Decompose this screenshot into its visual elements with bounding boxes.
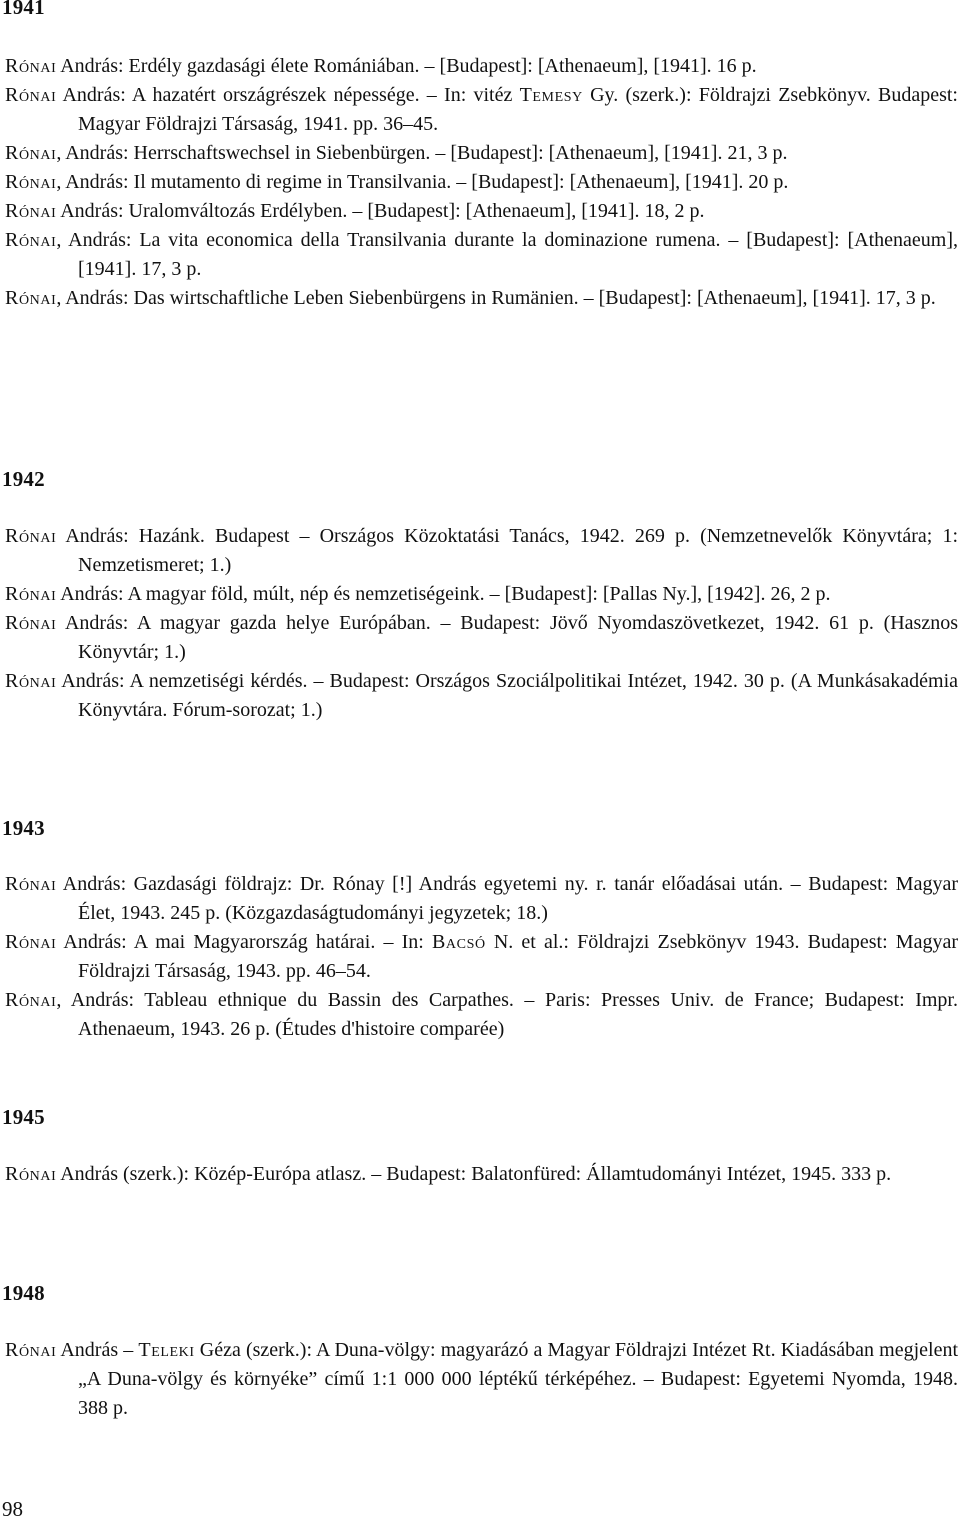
entry-editor: Bacsó [431,931,486,953]
entry-text: András – [56,1339,139,1361]
entry-author: Rónai [5,873,57,895]
entry-author: Rónai [5,229,57,251]
entry-text: , András: Herrschaftswechsel in Siebenbürgen. – [Budapest]: [Athenaeum], [1941]. 21, 3 p. [56,142,788,164]
entry-text: , András: Il mutamento di regime in Transilvania. – [Budapest]: [Athenaeum], [1941]. 20 p. [56,171,789,193]
entry-text: András: Uralomváltozás Erdélyben. – [Budapest]: [Athenaeum], [1941]. 18, 2 p. [56,200,705,222]
bibliography-entry [5,609,958,667]
bibliography-section-1948 [5,1336,958,1423]
year-heading: 1945 [2,1105,45,1129]
entry-text: András: Hazánk. Budapest – Országos Közoktatási Tanács, 1942. 269 p. (Nemzetnevelők Könyvtára; 1: Nemzetismeret; 1.) [56,525,958,576]
page-number: 98 [2,1497,23,1521]
bibliography-section-1943 [5,870,958,1044]
bibliography-entry [5,580,958,609]
entry-text: , András: Das wirtschaftliche Leben Siebenbürgens in Rumänien. – [Budapest]: [Athenaeum], [1941]. 17, 3 p. [56,287,936,309]
bibliography-entry [5,168,958,197]
year-heading: 1941 [2,0,45,19]
entry-author: Rónai [5,612,57,634]
year-heading: 1948 [2,1281,45,1305]
entry-text: András: Gazdasági földrajz: Dr. Rónay [!] András egyetemi ny. r. tanár előadásai után. – Budapest: Magyar Élet, 1943. 245 p. (Közgazdaságtudományi jegyzetek; 18.) [56,873,958,924]
entry-author: Rónai [5,583,57,605]
entry-text: András: A magyar gazda helye Európában. – Budapest: Jövő Nyomdaszövetkezet, 1942. 61 p. (Hasznos Könyvtár; 1.) [56,612,958,663]
entry-author: Rónai [5,84,57,106]
entry-text-continued: Géza (szerk.): A Duna-völgy: magyarázó a Magyar Földrajzi Intézet Rt. Kiadásában megjelent „A Duna-völgy és környéke” című 1:1 000 000 léptékű térképéhez. – Budapest: Egyetemi Nyomda, 1948. 388 p. [78,1339,958,1419]
bibliography-entry [5,1336,958,1423]
entry-text: , András: La vita economica della Transilvania durante la dominazione rumena. – [Budapest]: [Athenaeum], [1941]. 17, 3 p. [56,229,958,280]
entry-author: Rónai [5,670,57,692]
bibliography-entry [5,81,958,139]
entry-editor: Teleki [138,1339,195,1361]
entry-text: András (szerk.): Közép-Európa atlasz. – Budapest: Balatonfüred: Államtudományi Intézet, 1945. 333 p. [56,1163,892,1185]
bibliography-entry [5,667,958,725]
bibliography-entry [5,197,958,226]
entry-author: Rónai [5,200,57,222]
entry-author: Rónai [5,287,57,309]
bibliography-entry [5,986,958,1044]
bibliography-entry [5,522,958,580]
entry-text: András: A magyar föld, múlt, nép és nemzetiségeink. – [Budapest]: [Pallas Ny.], [1942]. 26, 2 p. [56,583,831,605]
entry-author: Rónai [5,55,57,77]
bibliography-entry [5,928,958,986]
year-heading: 1942 [2,467,45,491]
bibliography-section-1941 [5,52,958,313]
bibliography-entry [5,1160,958,1189]
bibliography-entry [5,226,958,284]
entry-author: Rónai [5,989,57,1011]
bibliography-entry [5,52,958,81]
entry-author: Rónai [5,1339,57,1361]
entry-text: András: A hazatért országrészek népessége. – In: vitéz [56,84,520,106]
bibliography-entry [5,139,958,168]
year-heading: 1943 [2,816,45,840]
entry-text: András: Erdély gazdasági élete Romániában. – [Budapest]: [Athenaeum], [1941]. 16 p. [56,55,757,77]
bibliography-section-1942 [5,522,958,725]
entry-author: Rónai [5,1163,57,1185]
entry-text: András: A mai Magyarország határai. – In: [56,931,432,953]
bibliography-section-1945 [5,1160,958,1189]
entry-author: Rónai [5,931,57,953]
entry-author: Rónai [5,171,57,193]
entry-editor: Temesy [519,84,583,106]
entry-text: András: A nemzetiségi kérdés. – Budapest: Országos Szociálpolitikai Intézet, 1942. 30 p. (A Munkásakadémia Könyvtára. Fórum-sorozat; 1.) [56,670,958,721]
entry-author: Rónai [5,525,57,547]
entry-author: Rónai [5,142,57,164]
bibliography-entry [5,870,958,928]
bibliography-entry [5,284,958,313]
entry-text-continued: Gy. (szerk.): Földrajzi Zsebkönyv. Budapest: Magyar Földrajzi Társaság, 1941. pp. 36–45. [78,84,958,135]
entry-text-continued: N. et al.: Földrajzi Zsebkönyv 1943. Budapest: Magyar Földrajzi Társaság, 1943. pp. 46–54. [78,931,958,982]
entry-text: , András: Tableau ethnique du Bassin des Carpathes. – Paris: Presses Univ. de France; Budapest: Impr. Athenaeum, 1943. 26 p. (Études d'histoire comparée) [56,989,958,1040]
